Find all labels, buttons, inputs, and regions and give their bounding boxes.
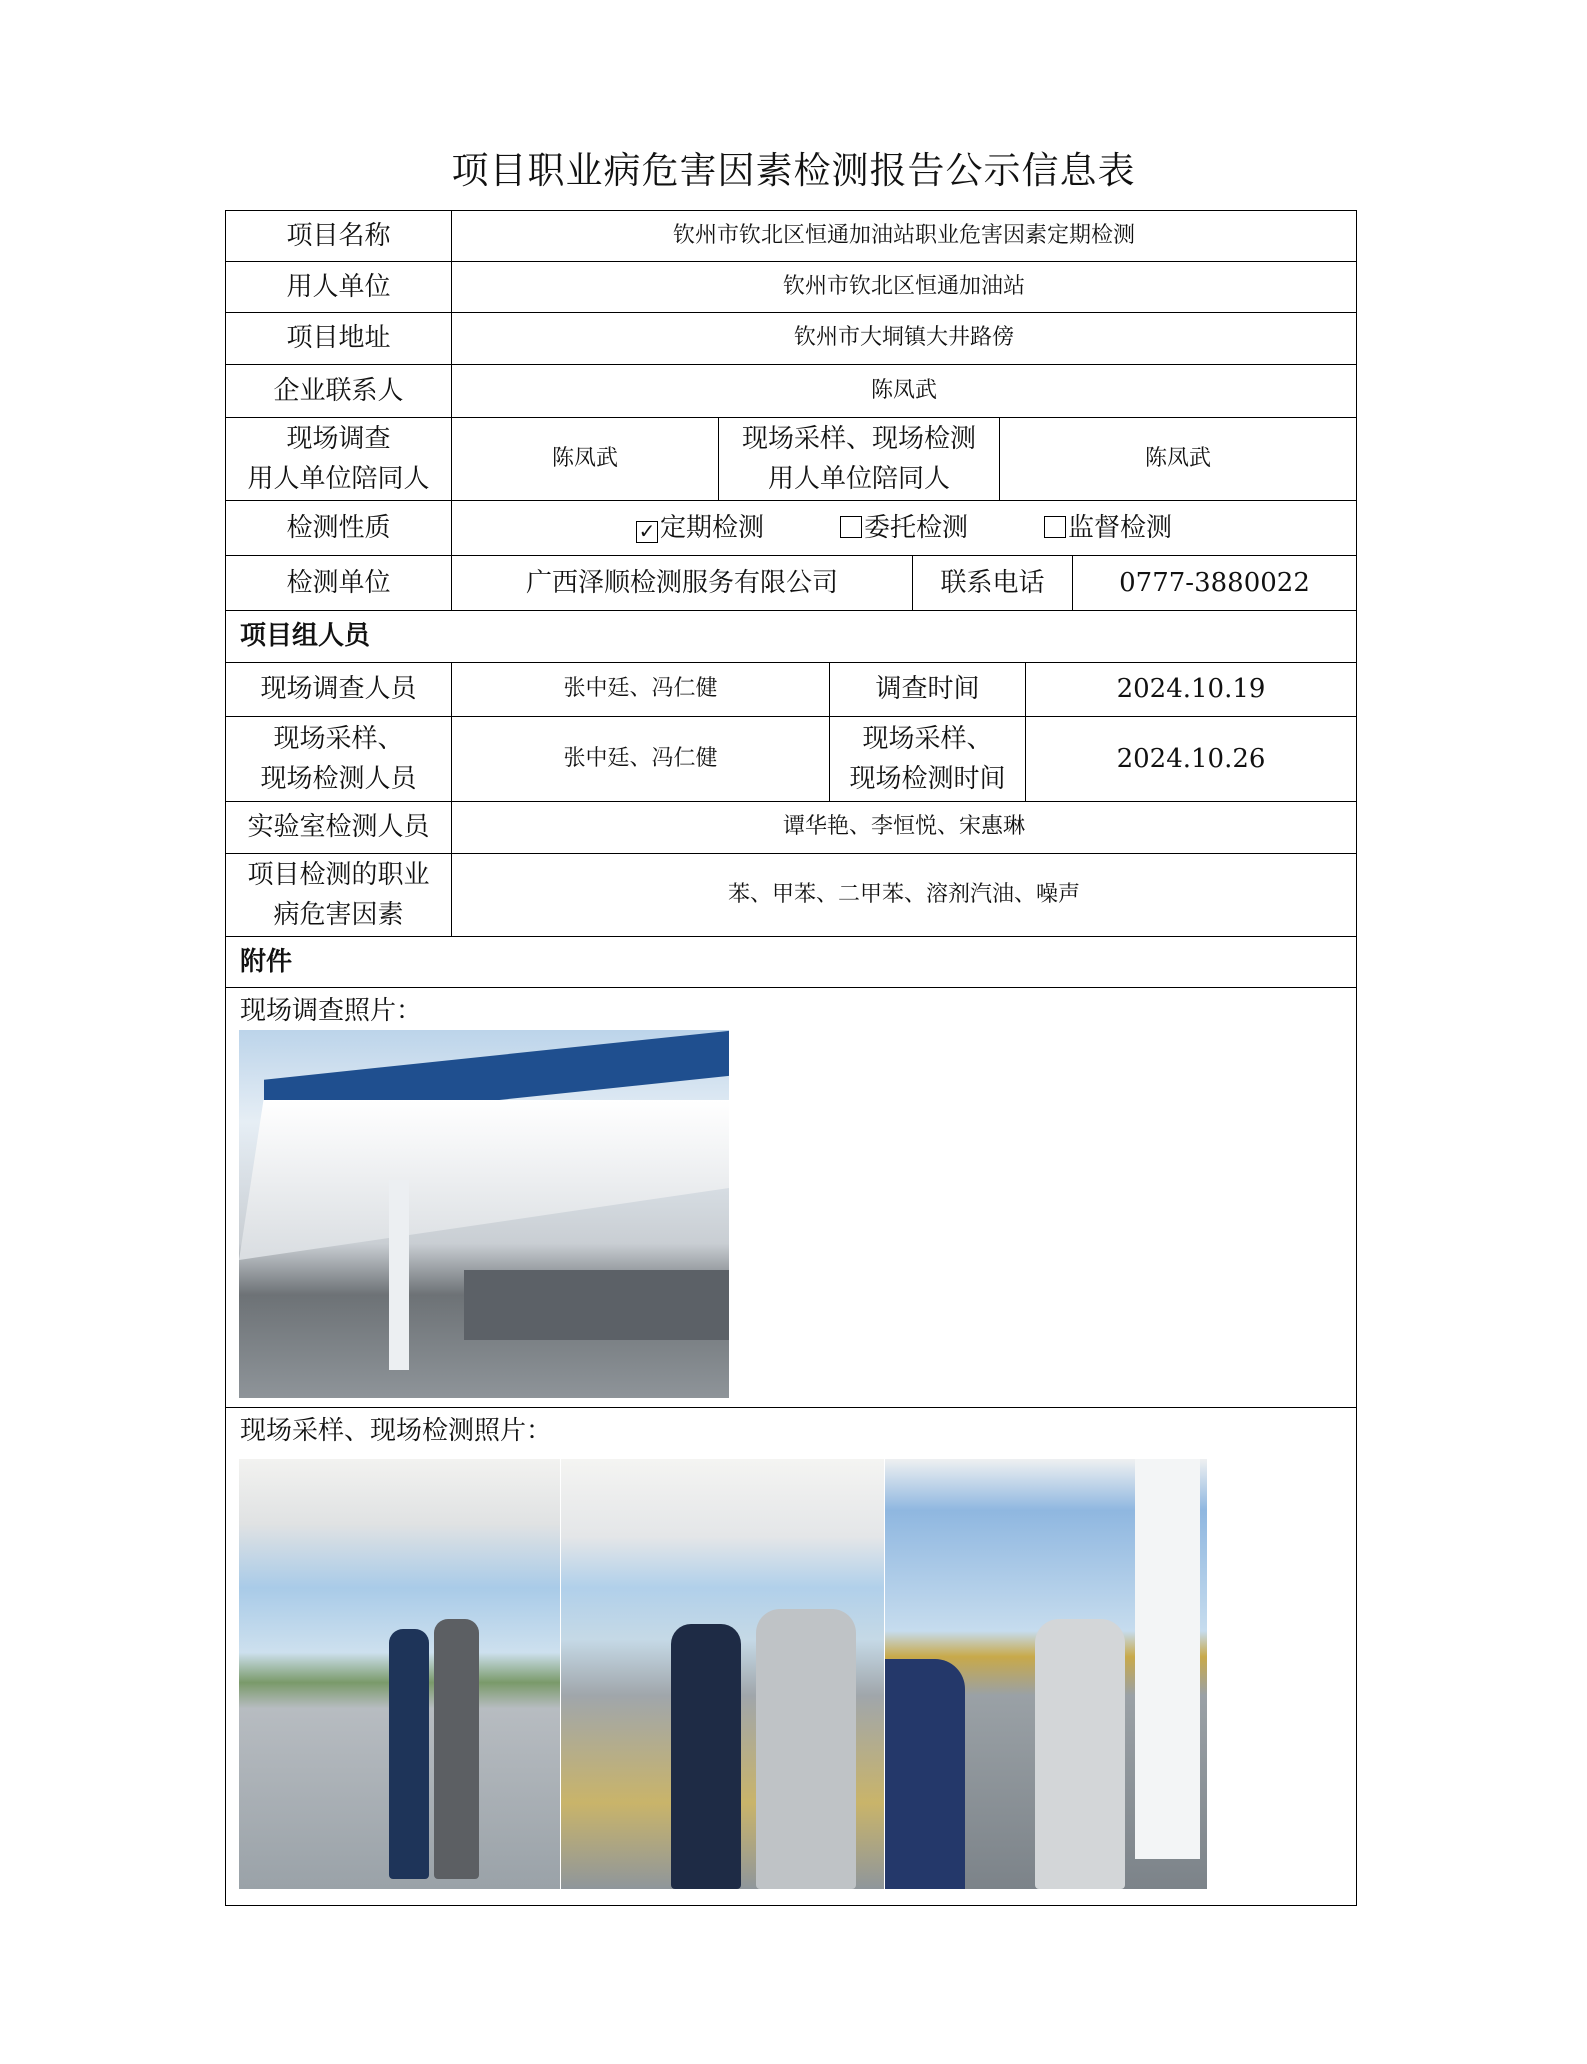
address-value: 钦州市大垌镇大井路傍 bbox=[451, 312, 1357, 365]
option-supervisory-label: 监督检测 bbox=[1068, 512, 1173, 543]
person-figure bbox=[389, 1629, 429, 1879]
factors-label-line1: 项目检测的职业 bbox=[247, 859, 430, 890]
project-name-label: 项目名称 bbox=[225, 210, 452, 262]
person-figure bbox=[671, 1624, 741, 1889]
factors-label bbox=[225, 853, 452, 937]
car bbox=[885, 1659, 965, 1889]
sampling-escort-label-line2: 用人单位陪同人 bbox=[767, 464, 950, 494]
nature-label: 检测性质 bbox=[225, 500, 452, 556]
team-section-heading: 项目组人员 bbox=[225, 610, 1357, 663]
factors-value: 苯、甲苯、二甲苯、溶剂汽油、噪声 bbox=[451, 853, 1357, 937]
survey-time-value: 2024.10.19 bbox=[1025, 662, 1357, 717]
fuel-dispenser bbox=[1135, 1459, 1200, 1859]
option-periodic[interactable] bbox=[636, 508, 764, 548]
survey-staff-label: 现场调查人员 bbox=[225, 662, 452, 717]
address-label: 项目地址 bbox=[225, 312, 452, 365]
sampling-photos-caption: 现场采样、现场检测照片： bbox=[240, 1416, 553, 1446]
option-periodic-label: 定期检测 bbox=[659, 512, 764, 543]
sampling-time-label-line2: 现场检测时间 bbox=[849, 764, 1006, 794]
nature-options bbox=[451, 500, 1357, 556]
sampling-escort-label bbox=[718, 417, 1000, 501]
canopy bbox=[239, 1100, 729, 1260]
option-supervisory[interactable] bbox=[1044, 508, 1172, 548]
attachments-section-heading: 附件 bbox=[225, 936, 1357, 988]
sampling-staff-label-line2: 现场检测人员 bbox=[260, 764, 417, 794]
option-commissioned[interactable] bbox=[840, 508, 968, 548]
sampling-time-label bbox=[829, 716, 1026, 802]
sampling-staff-value: 张中廷、冯仁健 bbox=[451, 716, 830, 802]
employer-value: 钦州市钦北区恒通加油站 bbox=[451, 261, 1357, 313]
project-name-value: 钦州市钦北区恒通加油站职业危害因素定期检测 bbox=[451, 210, 1357, 262]
factors-label-line2: 病危害因素 bbox=[273, 900, 404, 930]
option-commissioned-label: 委托检测 bbox=[863, 512, 968, 543]
survey-escort-label-line2: 用人单位陪同人 bbox=[247, 464, 430, 494]
survey-time-label: 调查时间 bbox=[829, 662, 1026, 717]
sampling-time-value: 2024.10.26 bbox=[1025, 716, 1357, 802]
person-figure bbox=[756, 1609, 856, 1889]
sampling-photo-3 bbox=[885, 1459, 1207, 1889]
lab-staff-value: 谭华艳、李恒悦、宋惠琳 bbox=[451, 801, 1357, 854]
phone-label: 联系电话 bbox=[912, 555, 1073, 611]
contact-value: 陈凤武 bbox=[451, 364, 1357, 418]
person-figure bbox=[1035, 1619, 1125, 1889]
checkbox-checked-icon[interactable]: ✓ bbox=[636, 521, 658, 543]
sampling-escort-value: 陈凤武 bbox=[999, 417, 1357, 501]
sampling-staff-label bbox=[225, 716, 452, 802]
survey-escort-label bbox=[225, 417, 452, 501]
survey-escort-value: 陈凤武 bbox=[451, 417, 719, 501]
person-figure bbox=[434, 1619, 479, 1879]
sampling-photo-2 bbox=[561, 1459, 884, 1889]
building bbox=[464, 1270, 729, 1340]
page-title: 项目职业病危害因素检测报告公示信息表 bbox=[451, 149, 1136, 192]
checkbox-empty-icon[interactable] bbox=[840, 516, 862, 538]
contact-label: 企业联系人 bbox=[225, 364, 452, 418]
pillar bbox=[389, 1180, 409, 1370]
sampling-time-label-line1: 现场采样、 bbox=[862, 723, 993, 754]
sampling-photo-1 bbox=[239, 1459, 560, 1889]
survey-photo bbox=[239, 1030, 729, 1398]
survey-escort-label-line1: 现场调查 bbox=[286, 423, 391, 454]
agency-label: 检测单位 bbox=[225, 555, 452, 611]
agency-value: 广西泽顺检测服务有限公司 bbox=[451, 555, 913, 611]
lab-staff-label: 实验室检测人员 bbox=[225, 801, 452, 854]
checkbox-empty-icon[interactable] bbox=[1044, 516, 1066, 538]
survey-staff-value: 张中廷、冯仁健 bbox=[451, 662, 830, 717]
sampling-escort-label-line1: 现场采样、现场检测 bbox=[741, 423, 976, 454]
employer-label: 用人单位 bbox=[225, 261, 452, 313]
sampling-staff-label-line1: 现场采样、 bbox=[273, 723, 404, 754]
phone-value: 0777-3880022 bbox=[1072, 555, 1357, 611]
survey-photos-caption: 现场调查照片： bbox=[240, 996, 423, 1026]
